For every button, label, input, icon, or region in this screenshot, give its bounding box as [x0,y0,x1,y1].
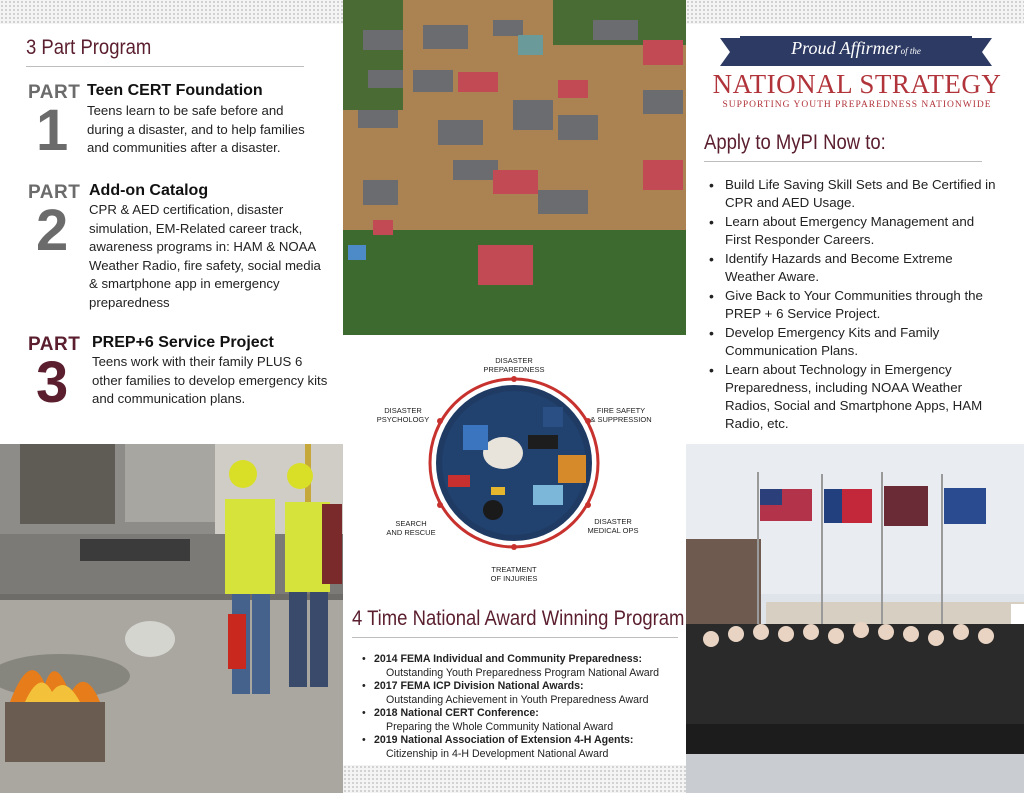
texture-top-right [686,0,1024,24]
award-item [360,734,680,761]
award-item [360,680,680,707]
part-title: Teen CERT Foundation [87,82,263,99]
part-number: 3 [36,350,69,415]
award-title: • 2014 FEMA Individual and Community Preparedness: [374,653,643,665]
national-strategy-title: NATIONAL STRATEGY [712,69,1002,99]
apply-bullet-list [703,176,1003,434]
part-word: PART [28,82,81,103]
award-title: • 2019 National Association of Extension 4-H Agents: [374,734,634,746]
part-description: Teens learn to be safe before and during a disaster, and to help families and communities after a disaster. [87,103,305,155]
photo-flooded-neighborhood [343,0,686,335]
national-strategy-subtitle: SUPPORTING YOUTH PREPAREDNESS NATIONWIDE [722,100,992,110]
part-number: 2 [36,198,69,263]
apply-bullet: • Learn about Emergency Management and First Responder Careers. [703,213,1003,249]
awards-title: 4 Time National Award Winning Program [352,607,685,630]
apply-bullet: • Give Back to Your Communities through the PREP + 6 Service Project. [703,287,1003,323]
wheel-label-fire-safety: FIRE SAFETY & SUPPRESSION [590,406,652,424]
wheel-label-disaster-preparedness: DISASTER PREPAREDNESS [483,356,545,374]
part-title: Add-on Catalog [89,182,209,199]
divider-left [26,66,304,67]
apply-bullet: • Develop Emergency Kits and Family Communication Plans. [703,324,1003,360]
wheel-label-treatment-of-injuries: TREATMENT OF INJURIES [490,565,538,583]
award-item [360,653,680,680]
wheel-label-disaster-medical-ops: DISASTER MEDICAL OPS [587,517,639,535]
award-subtitle: Citizenship in 4-H Development National Award [386,747,609,760]
section-title-3-part-program: 3 Part Program [26,36,152,59]
apply-bullet: • Learn about Technology in Emergency Preparedness, including NOAA Weather Radios, Social and Smartphone Apps, HAM Radio, etc. [703,361,1003,434]
part-description: CPR & AED certification, disaster simulation, EM-Related career track, awareness programs in: HAM & NOAA Weather Radio, fire safety, social media & smartphone app in emergency preparedness [89,202,321,310]
part-title: PREP+6 Service Project [92,334,274,351]
apply-bullet: • Identify Hazards and Become Extreme Weather Aware. [703,250,1003,286]
wheel-label-disaster-psychology: DISASTER PSYCHOLOGY [376,406,430,424]
awards-list [360,653,680,761]
award-subtitle: Outstanding Youth Preparedness Program National Award [386,666,660,679]
banner-small: of the [900,46,921,56]
photo-group-with-flags [686,444,1024,793]
texture-top-left [0,0,343,24]
national-strategy-logo [700,34,1012,114]
divider-apply [704,161,982,162]
part-word: PART [28,182,81,203]
award-subtitle: Outstanding Achievement in Youth Preparedness Award [386,693,649,706]
preparedness-wheel [343,335,686,595]
banner-text [740,38,972,59]
texture-bottom-center [343,765,686,793]
wheel-label-search-and-rescue: SEARCH AND RESCUE [386,519,436,537]
award-title: • 2018 National CERT Conference: [374,707,539,719]
photo-fire-extinguisher-training [0,444,343,793]
apply-bullet: • Build Life Saving Skill Sets and Be Certified in CPR and AED Usage. [703,176,1003,212]
award-subtitle: Preparing the Whole Community National Award [386,720,614,733]
banner-main: Proud Affirmer [791,38,901,58]
award-item [360,707,680,734]
part-number: 1 [36,98,69,163]
part-description: Teens work with their family PLUS 6 other families to develop emergency kits and communication plans. [92,354,328,406]
part-word: PART [28,334,81,355]
apply-title: Apply to MyPI Now to: [704,131,886,154]
divider-awards [352,637,678,638]
award-title: • 2017 FEMA ICP Division National Awards: [374,680,584,692]
